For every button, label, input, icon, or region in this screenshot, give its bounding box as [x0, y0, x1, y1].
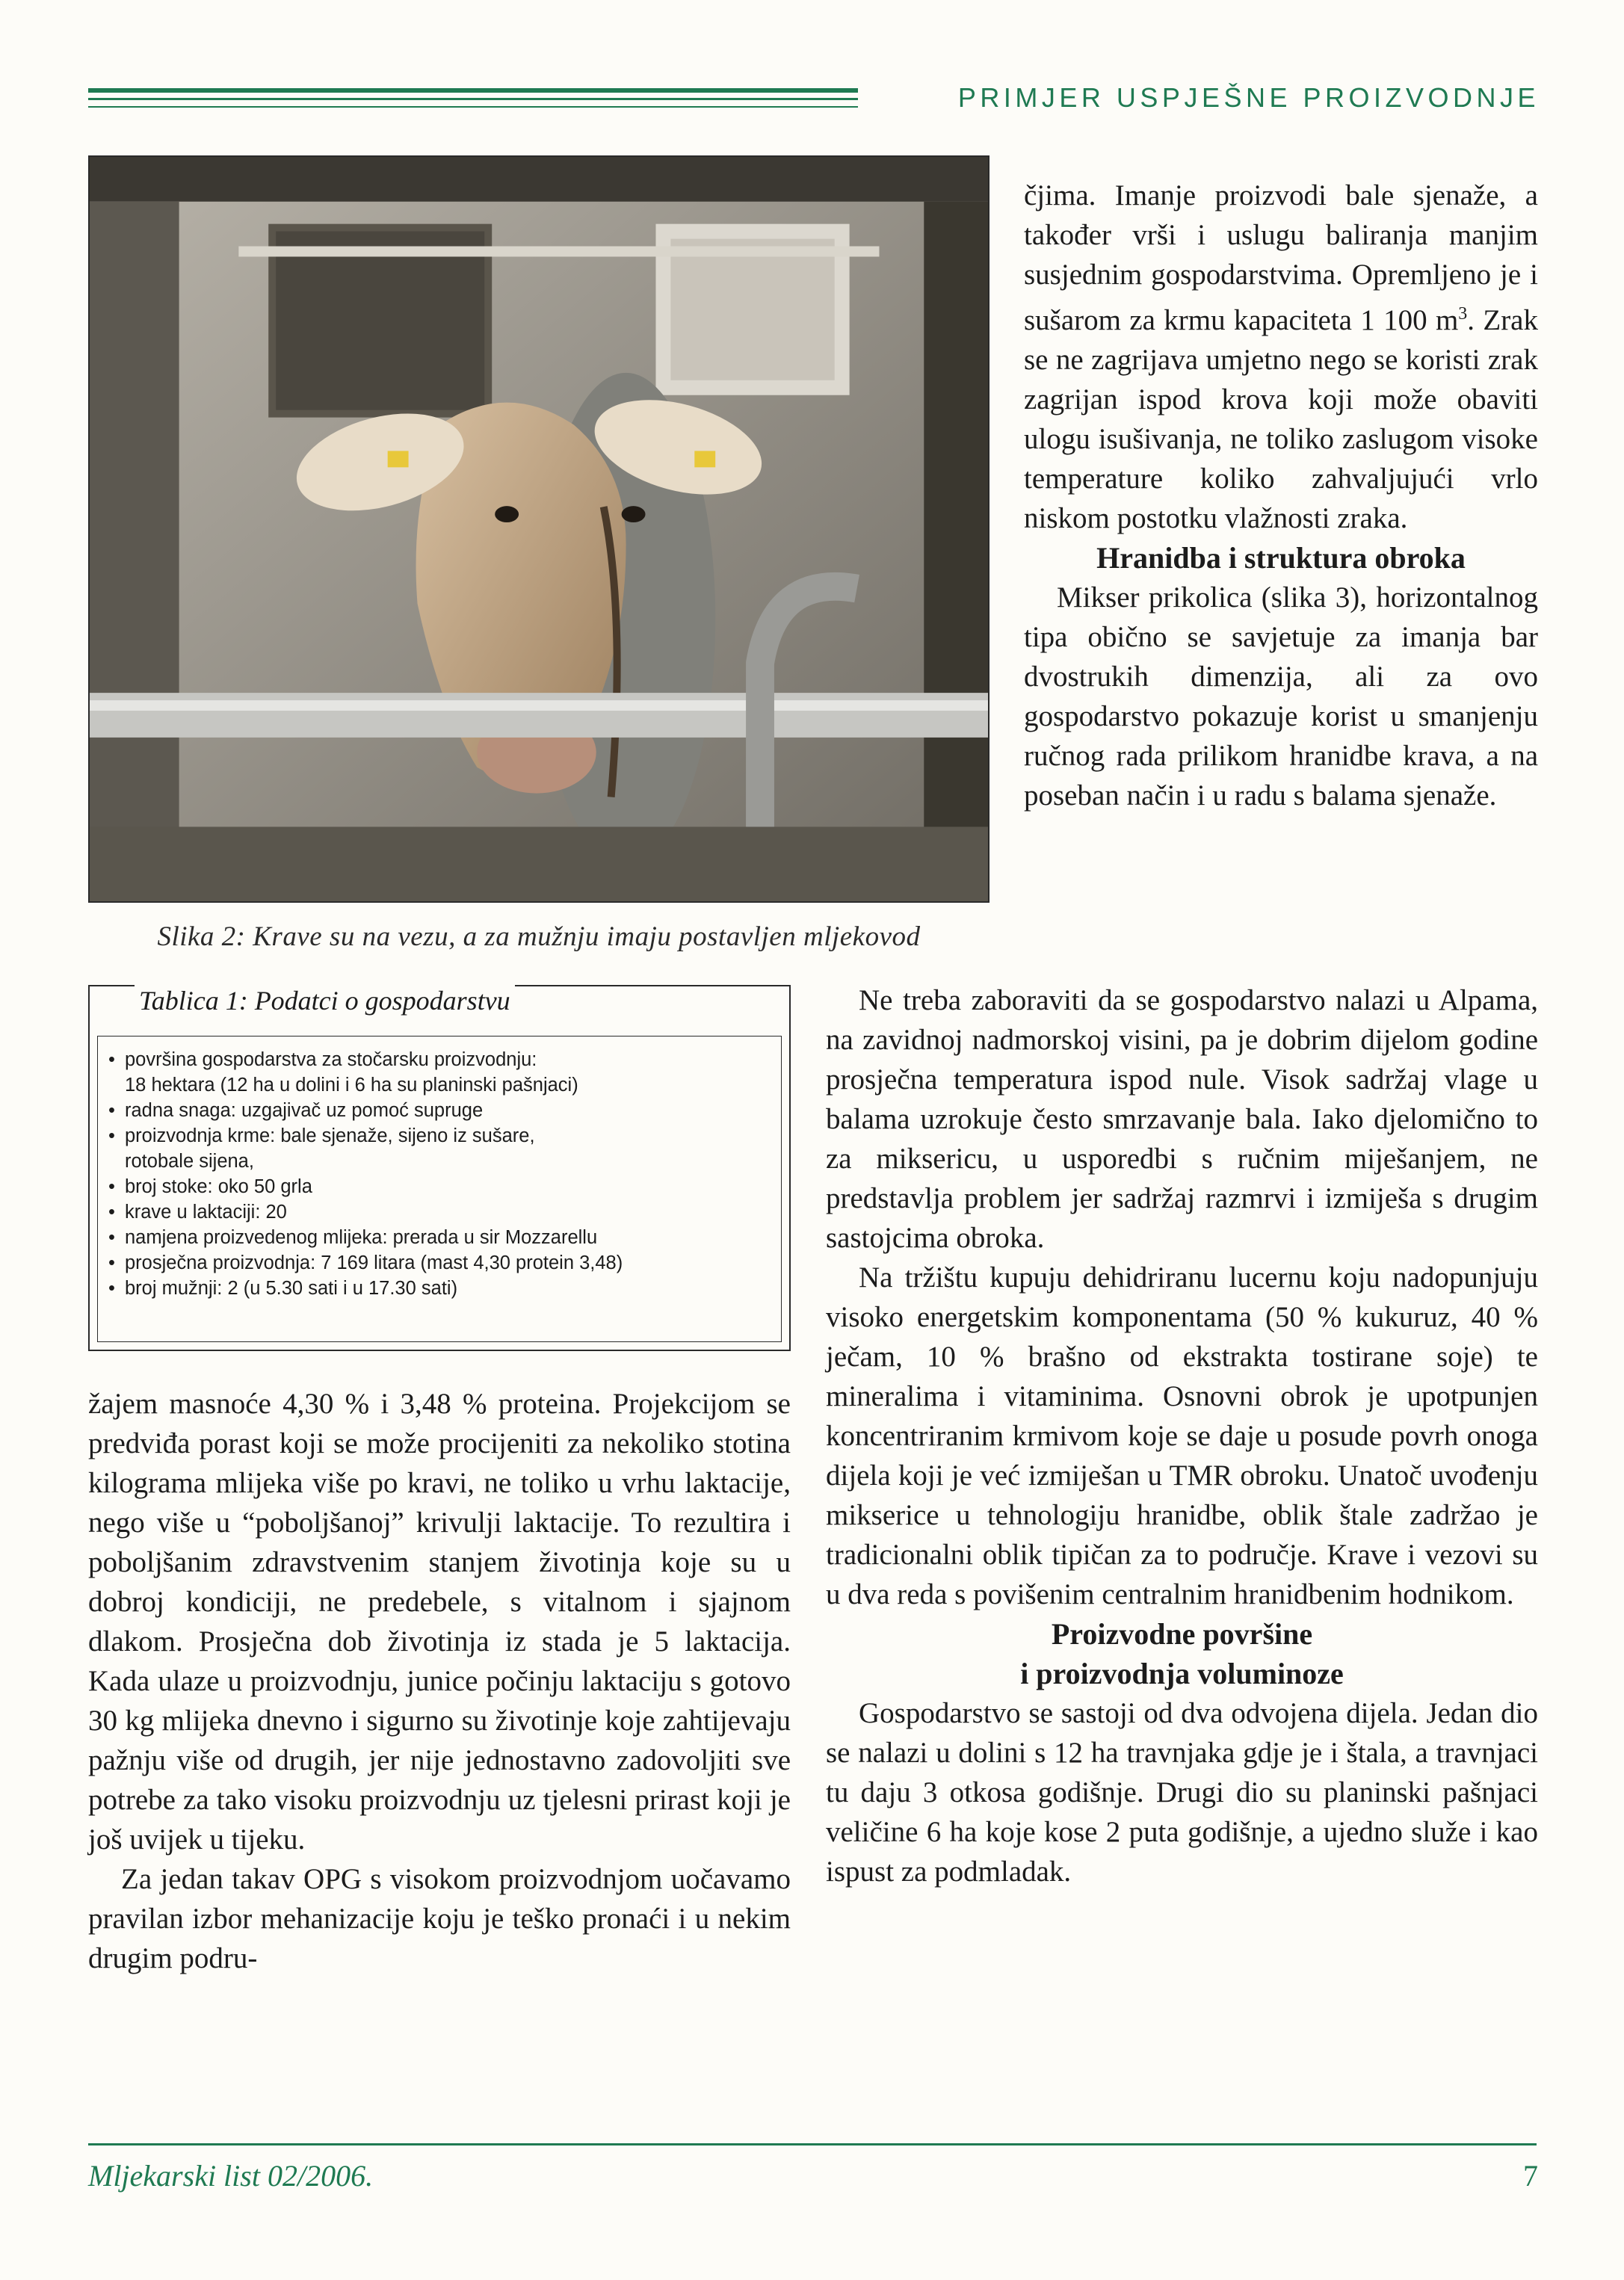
- section-title: PRIMJER USPJEŠNE PROIZVODNJE: [957, 82, 1540, 113]
- section-heading: Proizvodne površine: [1051, 1617, 1313, 1651]
- fact-text: površina gospodarstva za stočarsku proizvodnju:: [125, 1049, 537, 1070]
- fact-item: [108, 1123, 781, 1174]
- right-column-top: [1024, 176, 1538, 815]
- text-run: čjima. Imanje proizvodi bale sjenaže, a također vrši i uslugu baliranja manjim susjednim gospodarstvima. Opremljeno je i sušarom za krmu kapaciteta 1 100 m: [1024, 179, 1538, 336]
- journal-name: Mljekarski list 02/2006.: [88, 2159, 374, 2193]
- cow-in-stall-illustration: [90, 157, 988, 901]
- fact-text: proizvodnja krme: bale sjenaže, sijeno iz sušare,: [125, 1125, 535, 1146]
- table-title: Tablica 1: Podatci o gospodarstvu: [135, 985, 515, 1016]
- fact-item: • krave u laktaciji: 20: [108, 1199, 781, 1225]
- text-run: . Zrak se ne zagrijava umjetno nego se koristi zrak zagrijan ispod krova koji može obaviti ulogu isušivanja, ne toliko zaslugom visoke temperature koliko zahvaljujući vrlo niskom postotku vlažnosti zraka.: [1024, 304, 1538, 534]
- header-rule-thick: [88, 88, 858, 93]
- body-paragraph: Mikser prikolica (slika 3), horizontalnog tipa obično se savjetuje za imanja bar dvostrukih dimenzija, ali za ovo gospodarstvo pokazuje korist u smanjenju ručnog rada prilikom hranidbe krava, a na poseban način i u radu s balama sjenaže.: [1024, 581, 1538, 812]
- body-paragraph: Gospodarstvo se sastoji od dva odvojena dijela. Jedan dio se nalazi u dolini s 12 ha travnjaka gdje je i štala, a travnjaci tu daju 3 otkosa godišnje. Drugi dio su planinski pašnjaci veličine 6 ha koje kose 2 puta godišnje, a ujedno služe i kao ispust za podmladak.: [826, 1697, 1538, 1888]
- header-rule-thin: [88, 106, 858, 108]
- header-rule-mid: [88, 98, 858, 100]
- right-column-bottom: [826, 980, 1538, 1891]
- table-inner-frame: [97, 1036, 782, 1342]
- fact-continuation: rotobale sijena,: [125, 1151, 254, 1172]
- body-paragraph: Za jedan takav OPG s visokom proizvodnjom uočavamo pravilan izbor mehanizacije koju je teško pronaći i u nekim drugim podru-: [88, 1863, 791, 1974]
- farm-facts-list: [98, 1036, 781, 1301]
- farm-data-table: [88, 985, 791, 1351]
- fact-item: • radna snaga: uzgajivač uz pomoć supruge: [108, 1098, 781, 1123]
- fact-continuation: 18 hektara (12 ha u dolini i 6 ha su planinski pašnjaci): [125, 1075, 578, 1096]
- fact-item: • namjena proizvedenog mlijeka: prerada u sir Mozzarellu: [108, 1225, 781, 1250]
- fact-item: [108, 1047, 781, 1098]
- body-paragraph: Ne treba zaboraviti da se gospodarstvo nalazi u Alpama, na zavidnoj nadmorskoj visini, pa je dobrim dijelom godine prosječna temperatura ispod nule. Visok sadržaj vlage u balama uzrokuje često smrzavanje bala. Iako djelomično to za miksericu, u usporedbi s ručnim miješanjem, ne predstavlja problem jer sadržaj razmrvi i izmiješa s drugim sastojcima obroka.: [826, 984, 1538, 1254]
- footer-rule: [88, 2143, 1537, 2145]
- superscript: 3: [1458, 304, 1468, 324]
- body-paragraph: žajem masnoće 4,30 % i 3,48 % proteina. Projekcijom se predviđa porast koji se može procijeniti za nekoliko stotina kilograma mlijeka više po kravi, ne toliko u vrhu laktacije, nego više u “poboljšanoj” krivulji laktacije. To rezultira i poboljšanim zdravstvenim stanjem životinja koje su u dobroj kondiciji, ne predebele, s vitalnom i sjajnom dlakom. Prosječna dob životinja iz stada je 5 laktacija. Kada ulaze u proizvodnju, junice počinju laktaciju s gotovo 30 kg mlijeka dnevno i sigurno su životinje koje zahtijevaju pažnju više od drugih, jer nije jednostavno zadovoljiti sve potrebe za tako visoku proizvodnju uz tjelesni prirast koji je još uvijek u tijeku.: [88, 1388, 791, 1856]
- fact-item: • prosječna proizvodnja: 7 169 litara (mast 4,30 protein 3,48): [108, 1250, 781, 1276]
- fact-item: • broj stoke: oko 50 grla: [108, 1174, 781, 1199]
- fact-item: • broj mužnji: 2 (u 5.30 sati i u 17.30 sati): [108, 1276, 781, 1301]
- body-paragraph: [1024, 176, 1538, 538]
- section-heading: Hranidba i struktura obroka: [1096, 541, 1466, 575]
- body-paragraph: Na tržištu kupuju dehidriranu lucernu koju nadopunjuju visoko energetskim komponentama (50 % kukuruz, 40 % ječam, 10 % brašno od ekstrakta tostirane soje) te mineralima i vitaminima. Osnovni obrok je upotpunjen koncentriranim krmivom koje se daje u posude povrh onoga dijela koji je već izmiješan u TMR obroku. Unatoč uvođenju mikserice u tehnologiju hranidbe, oblik štale zadržao je tradicionalni oblik tipičan za to područje. Krave i vezovi su u dva reda s povišenim centralnim hranidbenim hodnikom.: [826, 1261, 1538, 1610]
- figure-caption: Slika 2: Krave su na vezu, a za mužnju imaju postavljen mljekovod: [157, 921, 921, 952]
- left-column: [88, 1384, 791, 1978]
- section-heading: i proizvodnja voluminoze: [1020, 1657, 1344, 1690]
- page-number: 7: [1523, 2159, 1538, 2193]
- cow-photo: [88, 155, 989, 903]
